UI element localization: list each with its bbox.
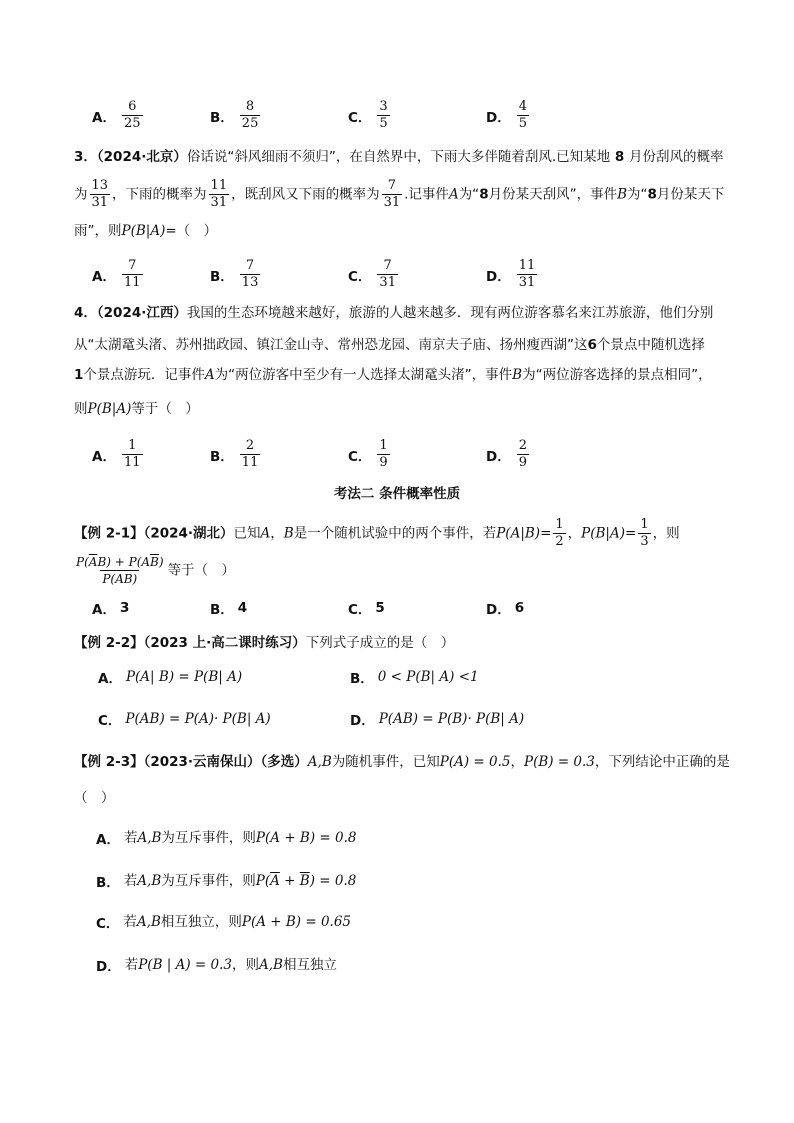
option-d[interactable]: D． P(AB) = P(B)· P(B| A) bbox=[350, 711, 525, 729]
fraction: $\frac{2}{11}$ bbox=[241, 438, 259, 470]
fraction: $\frac{4}{5}$ bbox=[518, 99, 527, 131]
ex21-line-1: 【例 2-1】（2024·湖北）已知A，B是一个随机试验中的两个事件，若P(A|B)= $\frac{1}{2}$ ，P(B|A)= $\frac{1}{3}$ ，则 bbox=[74, 517, 680, 549]
option-a[interactable]: A． P(A| B) = P(B| A) bbox=[98, 669, 243, 687]
option-c[interactable]: C． 若A,B相互独立，则P(A + B) = 0.65 bbox=[96, 914, 352, 932]
option-a[interactable]: A． $\frac{7}{11}$ bbox=[92, 258, 141, 290]
q4-line-3: 1个景点游玩．记事件A为“两位游客中至少有一人选择太湖鼋头渚”，事件B为“两位游客选择的景点相同”， bbox=[74, 367, 712, 383]
option-c[interactable]: C． 5 bbox=[348, 600, 385, 618]
fraction: $\frac{1}{2}$ bbox=[555, 517, 564, 549]
option-d[interactable]: D． $\frac{4}{5}$ bbox=[486, 99, 527, 131]
q3-line-2: 为 $\frac{13}{31}$ ，下雨的概率为 $\frac{11}{31}$ ，既刮风又下雨的概率为 $\frac{7}{31}$ .记事件A为“8月份某天刮风”，事件B为“8月份某天下 bbox=[74, 178, 725, 210]
fraction: $\frac{3}{5}$ bbox=[379, 99, 388, 131]
ex23-line-1: 【例 2-3】（2023·云南保山）（多选）A,B为随机事件，已知P(A) = 0.5，P(B) = 0.3，下列结论中正确的是 bbox=[74, 754, 730, 770]
option-c[interactable]: C． $\frac{3}{5}$ bbox=[348, 99, 388, 131]
option-b[interactable]: B． 4 bbox=[210, 600, 248, 618]
option-c[interactable]: C． P(AB) = P(A)· P(B| A) bbox=[98, 711, 271, 729]
option-a[interactable]: A． $\frac{6}{25}$ bbox=[92, 99, 141, 131]
q4-line-1: 4．（2024·江西）我国的生态环境越来越好，旅游的人越来越多．现有两位游客慕名来江苏旅游，他们分别 bbox=[74, 305, 714, 321]
fraction: $\frac{7}{13}$ bbox=[241, 258, 259, 290]
q3-line-1: 3．（2024·北京）俗话说“斜风细雨不须归”，在自然界中，下雨大多伴随着刮风.已知某地 8 月份刮风的概率 bbox=[74, 149, 724, 165]
fraction: $\frac{7}{31}$ bbox=[383, 178, 401, 210]
section-title: 考法二 条件概率性质 bbox=[333, 486, 461, 502]
fraction: $\frac{2}{9}$ bbox=[518, 438, 527, 470]
fraction: $\frac{8}{25}$ bbox=[241, 99, 259, 131]
option-b[interactable]: B． $\frac{7}{13}$ bbox=[210, 258, 259, 290]
fraction: $\frac{1}{11}$ bbox=[123, 438, 141, 470]
option-c[interactable]: C． $\frac{7}{31}$ bbox=[348, 258, 396, 290]
option-a[interactable]: A． 3 bbox=[92, 600, 130, 618]
fraction: $\frac{1}{3}$ bbox=[640, 517, 649, 549]
ex23-line-2: （ ） bbox=[74, 790, 115, 806]
option-d[interactable]: D． $\frac{11}{31}$ bbox=[486, 258, 536, 290]
option-b[interactable]: B． $\frac{8}{25}$ bbox=[210, 99, 259, 131]
option-b[interactable]: B． 若A,B为互斥事件，则$P(\overline{A} + \overline{B}) = 0.8$ bbox=[96, 873, 357, 891]
option-c[interactable]: C． $\frac{1}{9}$ bbox=[348, 438, 388, 470]
option-a[interactable]: A． $\frac{1}{11}$ bbox=[92, 438, 141, 470]
fraction: $\frac{1}{9}$ bbox=[379, 438, 388, 470]
option-b[interactable]: B． 0 < P(B| A) <1 bbox=[350, 669, 479, 687]
fraction: $\frac{7}{31}$ bbox=[379, 258, 396, 290]
fraction: $\frac{13}{31}$ bbox=[91, 178, 109, 210]
option-d[interactable]: D． $\frac{2}{9}$ bbox=[486, 438, 527, 470]
option-d[interactable]: D． 6 bbox=[486, 600, 525, 618]
option-d[interactable]: D． 若P(B | A) = 0.3，则A,B相互独立 bbox=[96, 957, 337, 975]
q3-line-3: 雨”，则P(B|A)=（ ） bbox=[74, 223, 218, 239]
ex21-line-2: $\frac{P(\overline{A}B) + P(A\overline{B})}{P(AB)}$ 等于（ ） bbox=[76, 555, 236, 586]
q4-line-4: 则P(B|A)等于（ ） bbox=[74, 401, 199, 417]
fraction: $\frac{11}{31}$ bbox=[518, 258, 536, 290]
fraction: $\frac{6}{25}$ bbox=[123, 99, 141, 131]
ex22-line-1: 【例 2-2】（2023 上·高二课时练习）下列式子成立的是（ ） bbox=[74, 635, 455, 651]
option-a[interactable]: A． 若A,B为互斥事件，则P(A + B) = 0.8 bbox=[96, 830, 357, 848]
fraction: $\frac{11}{31}$ bbox=[210, 178, 228, 210]
q4-line-2: 从“太湖鼋头渚、苏州拙政园、镇江金山寺、常州恐龙园、南京夫子庙、扬州瘦西湖”这6个景点中随机选择 bbox=[74, 337, 705, 353]
big-fraction: $\frac{P(\overline{A}B) + P(A\overline{B})}{P(AB)}$ bbox=[76, 555, 164, 586]
fraction: $\frac{7}{11}$ bbox=[123, 258, 141, 290]
option-b[interactable]: B． $\frac{2}{11}$ bbox=[210, 438, 259, 470]
